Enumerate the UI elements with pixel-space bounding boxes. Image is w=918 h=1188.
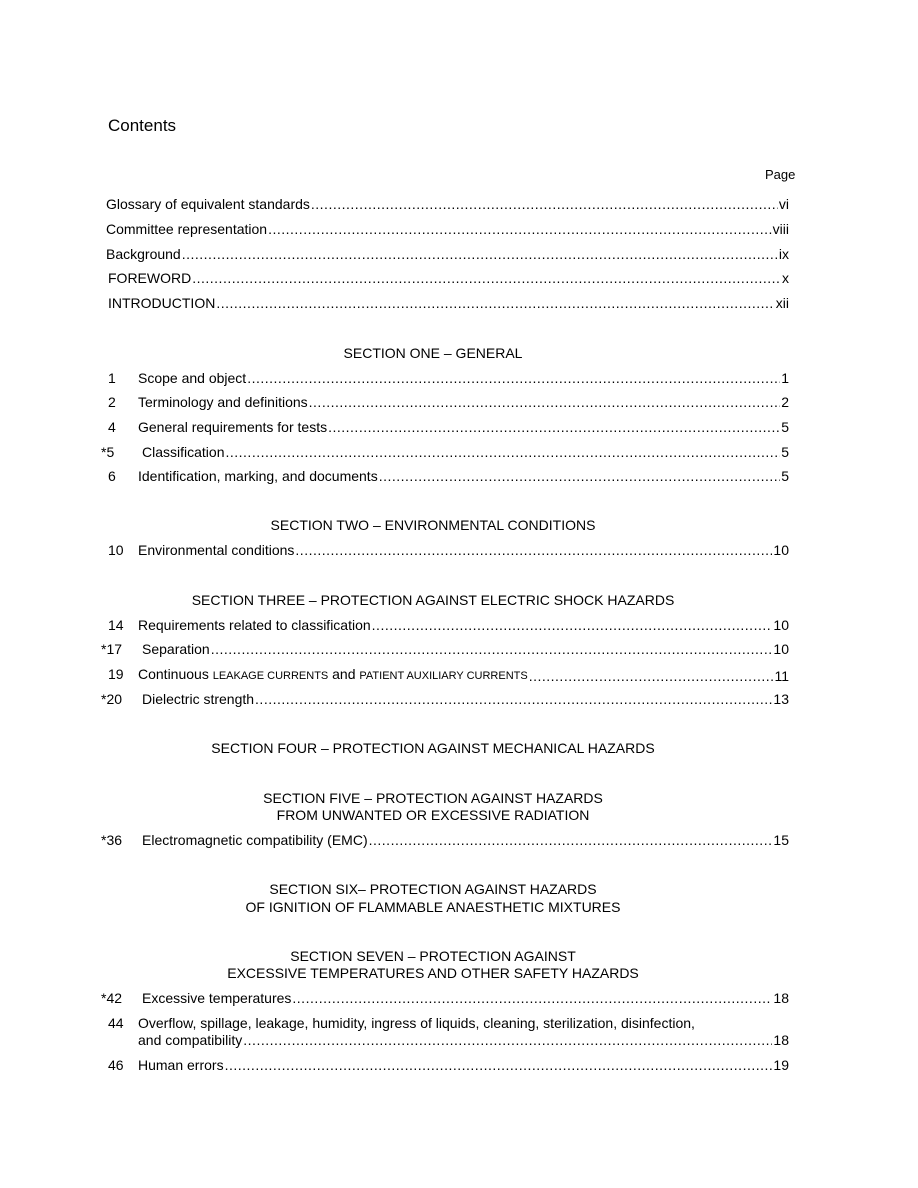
leader-dots — [311, 196, 778, 213]
clause-number: 2 — [108, 394, 116, 410]
toc-label: Human errors — [138, 1057, 224, 1073]
toc-entry[interactable] — [138, 542, 789, 559]
toc-entry[interactable] — [138, 1032, 789, 1049]
toc-page: xii — [775, 295, 789, 311]
toc-label: Classification — [142, 444, 225, 460]
toc-entry[interactable] — [138, 370, 789, 387]
toc-page: x — [782, 270, 789, 286]
clause-number: 14 — [108, 617, 124, 633]
clause-number: 19 — [108, 666, 124, 682]
clause-number: 1 — [108, 370, 116, 386]
leader-dots — [255, 691, 772, 708]
toc-page: 11 — [774, 668, 789, 684]
leader-dots — [309, 394, 781, 411]
leader-dots — [328, 419, 780, 436]
toc-label — [138, 666, 528, 685]
leader-dots — [216, 295, 774, 312]
clause-number: *17 — [101, 641, 123, 657]
toc-entry[interactable] — [106, 246, 789, 263]
toc-page: 1 — [781, 370, 789, 386]
toc-label: General requirements for tests — [138, 419, 328, 435]
toc-page: 10 — [773, 617, 789, 633]
section-heading: SECTION SEVEN – PROTECTION AGAINST — [290, 948, 576, 964]
toc-page: viii — [772, 221, 789, 237]
toc-page: 5 — [781, 419, 789, 435]
toc-entry[interactable] — [142, 691, 789, 708]
toc-label: Electromagnetic compatibility (EMC) — [142, 832, 368, 848]
toc-page: ix — [778, 246, 789, 262]
leader-dots — [192, 270, 781, 287]
toc-entry[interactable] — [138, 1057, 789, 1074]
page-column-header: Page — [765, 167, 796, 182]
clause-number: *20 — [101, 691, 123, 707]
section-heading: SECTION TWO – ENVIRONMENTAL CONDITIONS — [270, 517, 596, 533]
clause-number: 6 — [108, 468, 116, 484]
clause-number: *36 — [101, 832, 123, 848]
leader-dots — [529, 668, 774, 685]
toc-page: vi — [778, 196, 789, 212]
section-heading-line2: FROM UNWANTED OR EXCESSIVE RADIATION — [276, 807, 590, 823]
page-title: Contents — [108, 116, 177, 135]
toc-label: Terminology and definitions — [138, 394, 308, 410]
toc-label: Glossary of equivalent standards — [106, 196, 310, 212]
toc-label: Background — [106, 246, 181, 262]
leader-dots — [225, 1057, 773, 1074]
leader-dots — [268, 221, 772, 238]
toc-entry[interactable] — [138, 394, 789, 411]
label-text: Continuous — [138, 666, 213, 682]
toc-page: 15 — [773, 832, 789, 848]
section-heading-line2: EXCESSIVE TEMPERATURES AND OTHER SAFETY HAZARDS — [227, 965, 639, 981]
toc-entry[interactable] — [142, 444, 789, 461]
toc-entry[interactable] — [138, 419, 789, 436]
toc-label: Separation — [142, 641, 210, 657]
toc-page: 18 — [773, 990, 789, 1006]
toc-entry[interactable] — [108, 295, 789, 312]
section-heading: SECTION FIVE – PROTECTION AGAINST HAZARDS — [263, 790, 603, 806]
toc-entry[interactable] — [138, 468, 789, 485]
section-heading: SECTION FOUR – PROTECTION AGAINST MECHANICAL HAZARDS — [211, 740, 655, 756]
small-caps-term: PATIENT AUXILIARY CURRENTS — [359, 670, 528, 682]
leader-dots — [243, 1032, 772, 1049]
toc-entry[interactable] — [108, 270, 789, 287]
toc-label: Identification, marking, and documents — [138, 468, 378, 484]
leader-dots — [225, 444, 780, 461]
leader-dots — [292, 990, 772, 1007]
leader-dots — [211, 641, 773, 658]
toc-label: FOREWORD — [108, 270, 192, 286]
toc-page: 10 — [773, 641, 789, 657]
leader-dots — [247, 370, 780, 387]
label-text: and — [328, 666, 360, 682]
toc-page: 2 — [781, 394, 789, 410]
clause-number: 46 — [108, 1057, 124, 1073]
toc-page: 5 — [781, 468, 789, 484]
toc-page: 18 — [773, 1032, 789, 1048]
toc-label: and compatibility — [138, 1032, 243, 1048]
small-caps-term: LEAKAGE CURRENTS — [212, 670, 329, 682]
toc-entry[interactable] — [138, 617, 789, 634]
clause-number: 44 — [108, 1015, 124, 1031]
section-heading-line2: OF IGNITION OF FLAMMABLE ANAESTHETIC MIXTURES — [245, 899, 621, 915]
toc-label-line1: Overflow, spillage, leakage, humidity, ingress of liquids, cleaning, sterilization, disinfection, — [138, 1015, 695, 1031]
toc-label: Environmental conditions — [138, 542, 295, 558]
leader-dots — [295, 542, 772, 559]
toc-entry[interactable] — [142, 832, 789, 849]
leader-dots — [369, 832, 773, 849]
toc-entry[interactable] — [106, 221, 789, 238]
section-heading: SECTION SIX– PROTECTION AGAINST HAZARDS — [269, 881, 597, 897]
toc-entry[interactable] — [106, 196, 789, 213]
toc-entry[interactable] — [142, 990, 789, 1007]
clause-number: 10 — [108, 542, 124, 558]
leader-dots — [379, 468, 781, 485]
toc-label: Dielectric strength — [142, 691, 255, 707]
toc-label: INTRODUCTION — [108, 295, 216, 311]
toc-entry[interactable] — [142, 641, 789, 658]
leader-dots — [372, 617, 773, 634]
toc-page: 19 — [773, 1057, 789, 1073]
toc-page: 10 — [773, 542, 789, 558]
toc-label: Scope and object — [138, 370, 247, 386]
toc-label: Requirements related to classification — [138, 617, 371, 633]
clause-number: *42 — [101, 990, 123, 1006]
leader-dots — [182, 246, 778, 263]
clause-number: 4 — [108, 419, 116, 435]
toc-label: Excessive temperatures — [142, 990, 292, 1006]
clause-number: *5 — [101, 444, 115, 460]
section-heading: SECTION ONE – GENERAL — [343, 345, 523, 361]
section-heading: SECTION THREE – PROTECTION AGAINST ELECTRIC SHOCK HAZARDS — [191, 592, 675, 608]
toc-page: 13 — [773, 691, 789, 707]
toc-label: Committee representation — [106, 221, 268, 237]
toc-page: 5 — [781, 444, 789, 460]
toc-entry[interactable] — [138, 666, 789, 685]
